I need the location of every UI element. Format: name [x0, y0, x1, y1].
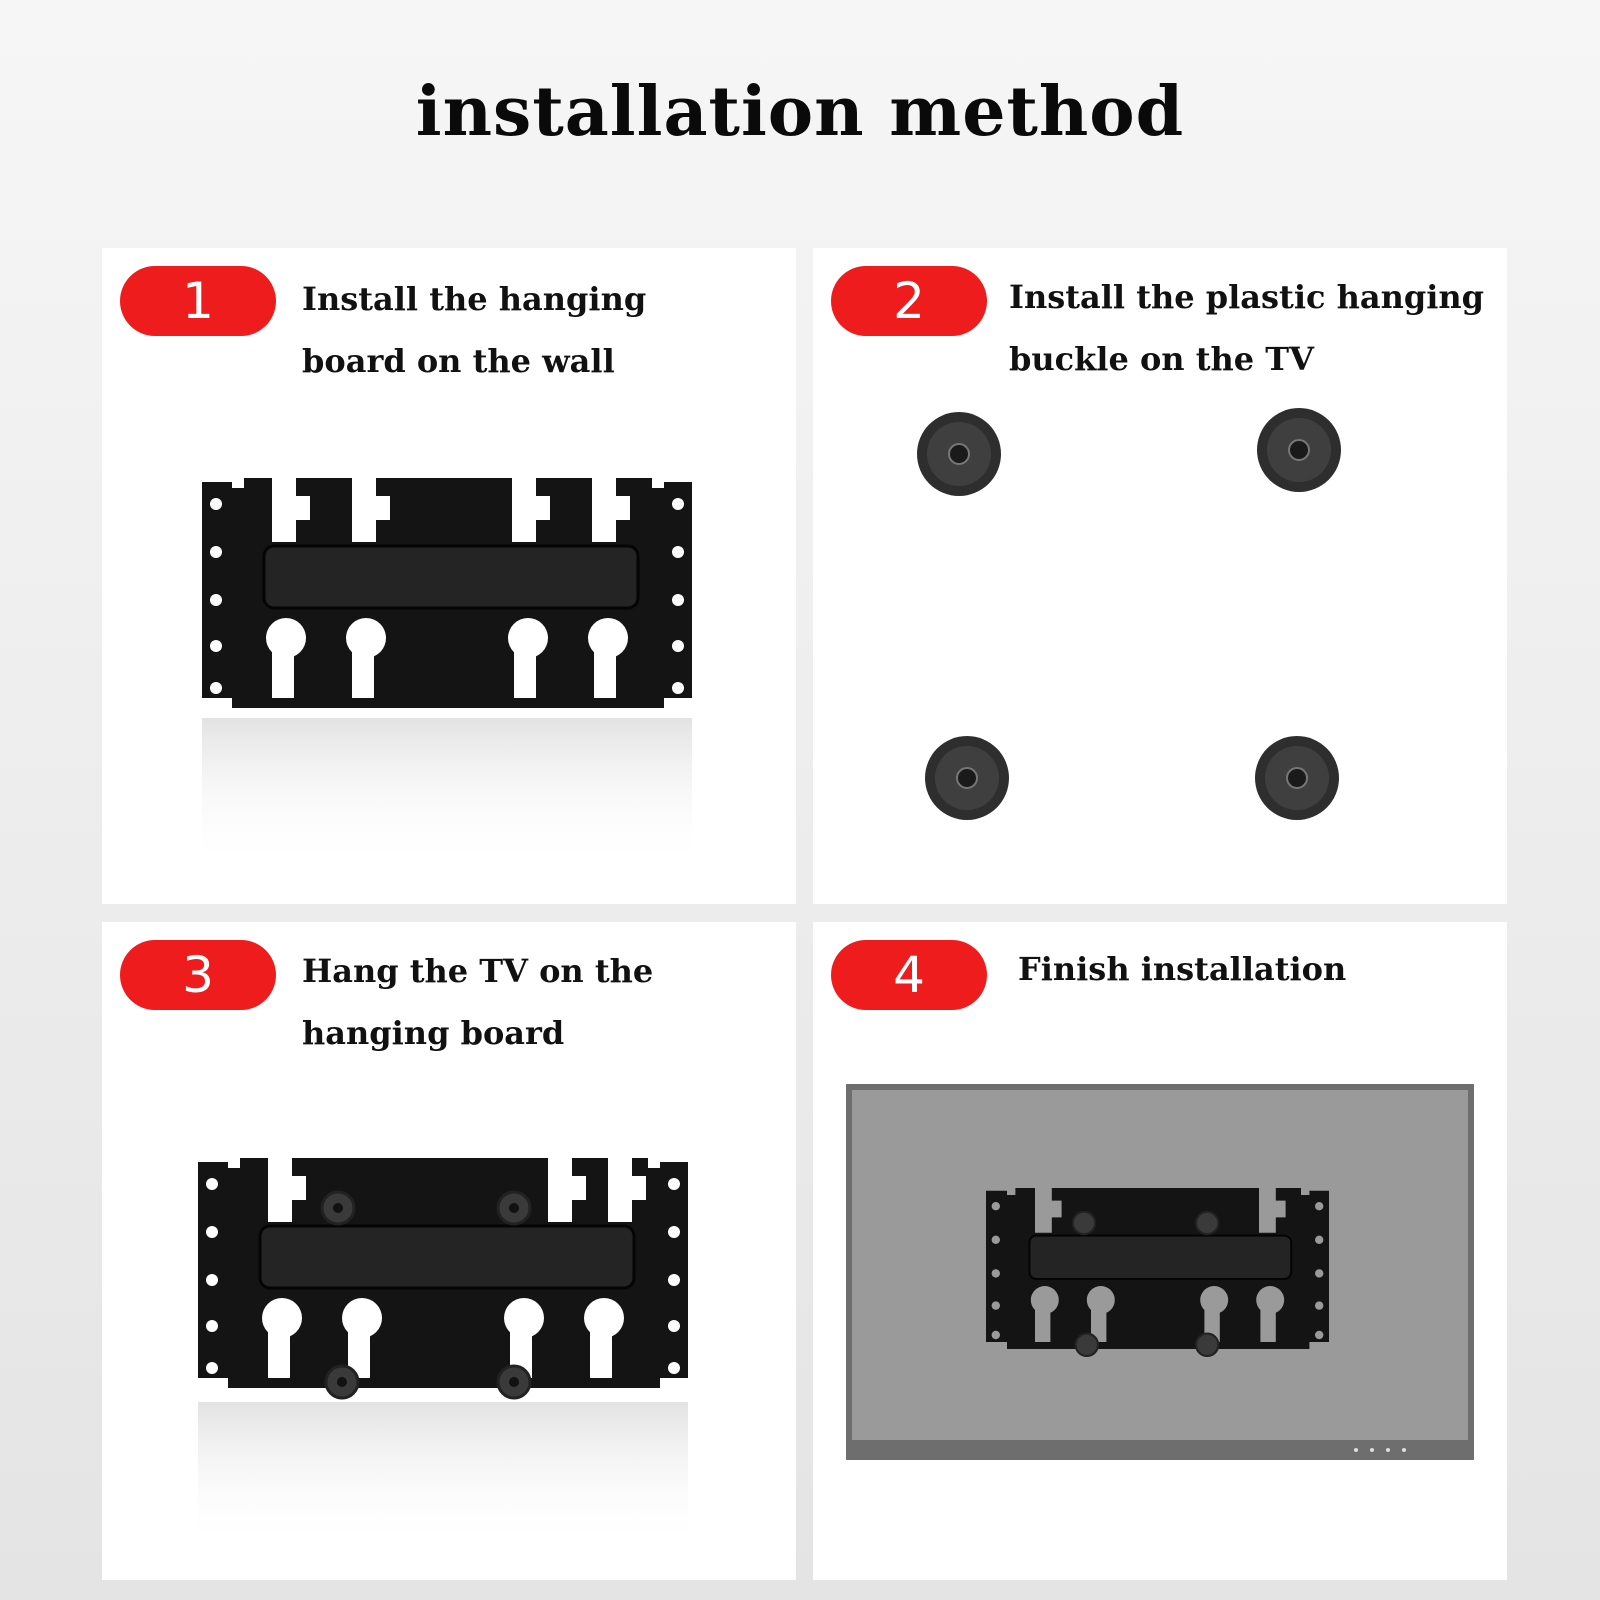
bracket-reflection	[202, 718, 692, 868]
step-3-text-line1: Hang the TV on the	[302, 952, 654, 990]
mount-bracket	[198, 1158, 688, 1398]
page-title: installation method	[415, 72, 1185, 152]
tv-with-mounted-board-image	[846, 1084, 1474, 1460]
step-4-badge: 4	[831, 940, 987, 1010]
buckle-top-right	[1257, 408, 1341, 492]
step-4-text	[1018, 938, 1478, 1000]
step-3-badge: 3	[120, 940, 276, 1010]
plastic-buckles-image	[813, 248, 1507, 904]
step-2-badge: 2	[831, 266, 987, 336]
step-4-panel	[813, 922, 1507, 1580]
board-with-buckles-image	[198, 1158, 688, 1558]
wall-hanging-board-image	[202, 478, 692, 878]
step-2-panel	[813, 248, 1507, 904]
mount-bracket	[202, 478, 692, 708]
step-3-text-line2: hanging board	[302, 1014, 565, 1052]
buckle-bottom-left	[925, 736, 1009, 820]
step-3-panel	[102, 922, 796, 1580]
step-3-text	[302, 940, 722, 1064]
step-2-text-line2: buckle on the TV	[1009, 340, 1314, 378]
step-4-text-line1: Finish installation	[1018, 950, 1347, 988]
buckle-top-left	[917, 412, 1001, 496]
bracket-reflection	[198, 1402, 688, 1548]
step-1-text-line1: Install the hanging	[302, 280, 647, 318]
step-2-text-line1: Install the plastic hanging	[1009, 278, 1485, 316]
step-1-text	[302, 268, 732, 392]
buckle-bottom-right	[1255, 736, 1339, 820]
step-1-text-line2: board on the wall	[302, 342, 615, 380]
step-1-panel	[102, 248, 796, 904]
step-1-badge: 1	[120, 266, 276, 336]
mounted-bracket	[986, 1188, 1329, 1356]
